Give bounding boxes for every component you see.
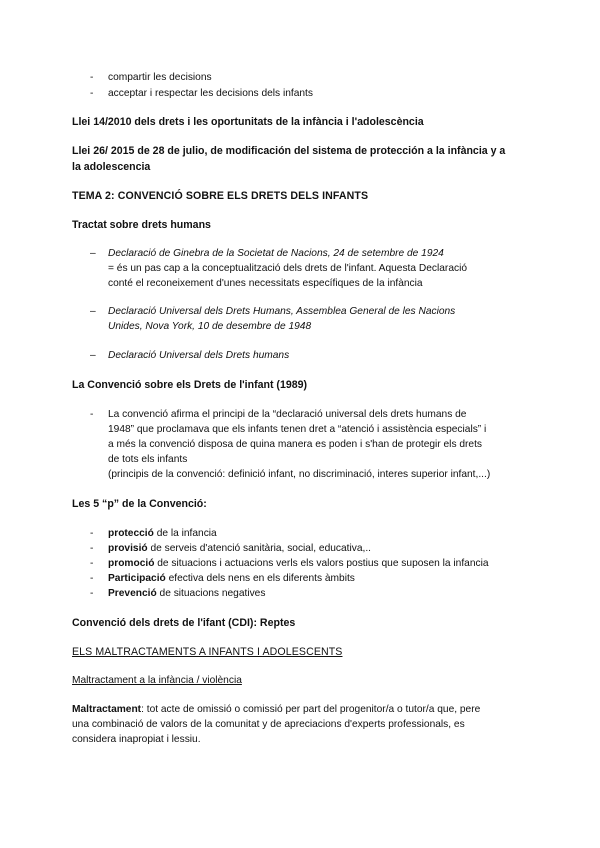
ginebra-desc: = és un pas cap a la conceptualització dels drets de l'infant. Aquesta Declaració (108, 263, 468, 274)
maltractaments-heading: ELS MALTRACTAMENTS A INFANTS I ADOLESCENTS (72, 646, 343, 658)
list-item: compartir les decisions (108, 72, 212, 83)
list-dash: - (90, 588, 94, 599)
convencio-text: 1948” que proclamava que els infants tenen dret a “atenció i assistència especials” i (108, 424, 487, 435)
definition-text: : tot acte de omissió o comissió per part del progenitor/a o tutor/a que, pere (141, 704, 481, 715)
tractat-item-drets-humans: Declaració Universal dels Drets humans (108, 350, 290, 361)
p-item (108, 588, 265, 599)
p-item (108, 528, 217, 539)
p-text: de situacions negatives (156, 588, 266, 599)
p-item (108, 573, 355, 584)
list-dash: - (90, 558, 94, 569)
convencio-text: a més la convenció disposa de quina manera es poden i s'han de protegir els drets (108, 439, 483, 450)
definition-text-end: considera inapropiat i lessiu. (72, 734, 201, 745)
list-dash: – (90, 306, 96, 317)
list-dash: – (90, 248, 96, 259)
p-text: de situacions i actuacions verls els valors postius que suposen la infancia (154, 558, 489, 569)
p-term: Prevenció (108, 588, 157, 599)
list-item: acceptar i respectar les decisions dels infants (108, 88, 313, 99)
law-14-2010-heading: Llei 14/2010 dels drets i les oportunitats de la infància i l'adolescència (72, 116, 424, 128)
list-dash: - (90, 88, 94, 99)
tractat-item-udhr: Declaració Universal dels Drets Humans, Assemblea General de les Nacions (108, 306, 456, 317)
maltractament-subheading: Maltractament a la infància / violència (72, 675, 242, 686)
definition-term: Maltractament (72, 704, 142, 715)
law-26-2015-heading-cont: la adolescencia (72, 161, 151, 173)
cinc-p-heading: Les 5 “p” de la Convenció: (72, 498, 207, 510)
definition-line (72, 704, 480, 715)
list-dash: – (90, 350, 96, 361)
list-dash: - (90, 528, 94, 539)
law-26-2015-heading: Llei 26/ 2015 de 28 de julio, de modificación del sistema de protección a la infància y a (72, 145, 506, 157)
tema2-heading: TEMA 2: CONVENCIÓ SOBRE ELS DRETS DELS INFANTS (72, 190, 369, 202)
list-dash: - (90, 409, 94, 420)
ginebra-title: Declaració de Ginebra de la Societat de Nacions (108, 248, 328, 259)
cdi-heading: Convenció dels drets de l'ifant (CDI): Reptes (72, 617, 296, 629)
p-term: protecció (108, 528, 154, 539)
convencio-text: de tots els infants (108, 454, 188, 465)
p-text: de serveis d'atenció sanitària, social, educativa,.. (147, 543, 371, 554)
p-item (108, 543, 371, 554)
list-dash: - (90, 72, 94, 83)
convencio-text: La convenció afirma el principi de la “declaració universal dels drets humans de (108, 409, 467, 420)
definition-text-cont: una combinació de valors de la comunitat y de apreciacions d'experts professionals, es (72, 719, 465, 730)
list-dash: - (90, 543, 94, 554)
convencio-principis: (principis de la convenció: definició infant, no discriminació, interes superior infant,...) (108, 469, 491, 480)
ginebra-desc-cont: conté el reconeixement d'unes necessitats específiques de la infància (108, 278, 423, 289)
tractat-heading: Tractat sobre drets humans (72, 219, 211, 231)
p-term: Participació (108, 573, 166, 584)
p-term: provisió (108, 543, 148, 554)
convencio-heading: La Convenció sobre els Drets de l'infant (1989) (72, 379, 308, 391)
ginebra-date: , 24 de setembre de 1924 (327, 248, 444, 259)
list-dash: - (90, 573, 94, 584)
p-term: promoció (108, 558, 155, 569)
tractat-item-ginebra (108, 248, 444, 259)
p-text: efectiva dels nens en els diferents àmbits (165, 573, 355, 584)
tractat-item-udhr-cont: Unides, Nova York, 10 de desembre de 1948 (108, 321, 312, 332)
p-item (108, 558, 489, 569)
p-text: de la infancia (153, 528, 217, 539)
